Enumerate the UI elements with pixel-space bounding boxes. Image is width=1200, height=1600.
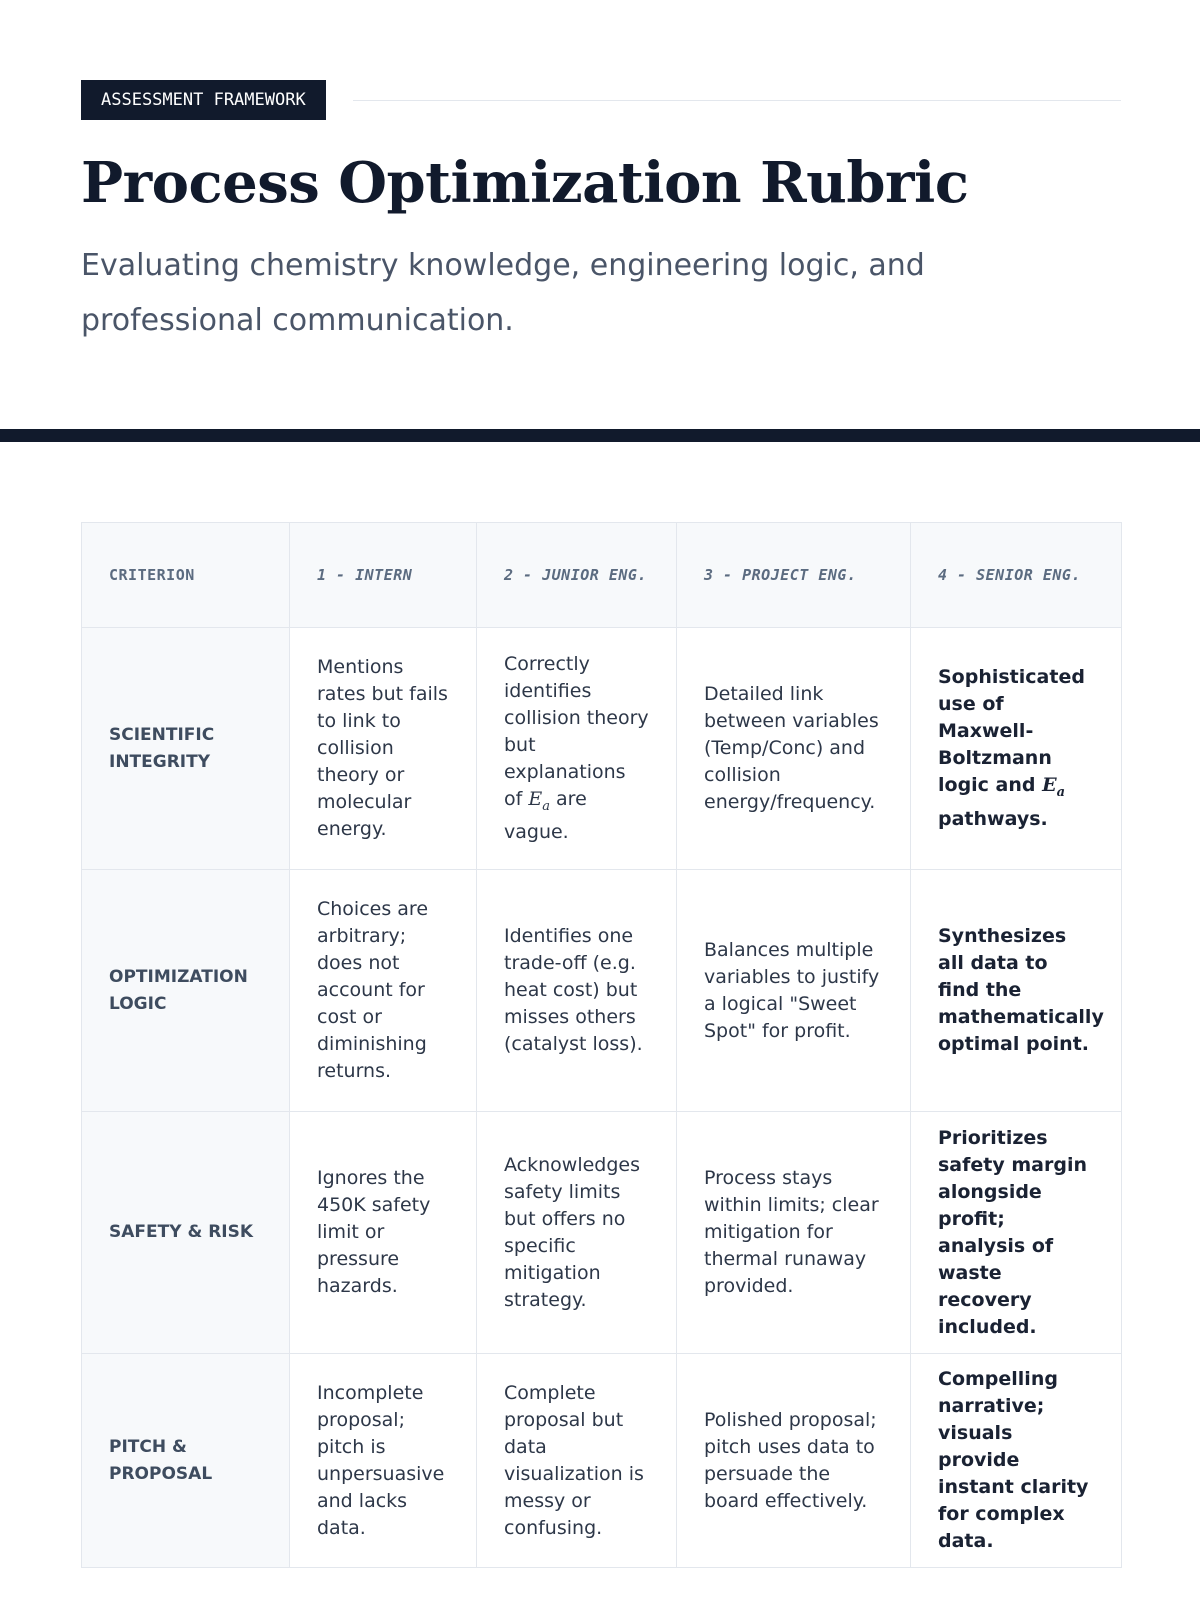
column-header-senior: 4 - SENIOR ENG. <box>911 523 1122 628</box>
junior-descriptor <box>477 628 677 870</box>
criterion-label: PITCH & PROPOSAL <box>82 1354 290 1568</box>
junior-descriptor: Acknowledges safety limits but offers no specific mitigation strategy. <box>477 1112 677 1354</box>
senior-descriptor: Synthesizes all data to find the mathematically optimal point. <box>911 870 1122 1112</box>
criterion-label: SCIENTIFIC INTEGRITY <box>82 628 290 870</box>
table-row-pitch-proposal <box>82 1354 1122 1568</box>
rubric-table <box>81 522 1122 1568</box>
junior-descriptor: Identifies one trade-off (e.g. heat cost) but misses others (catalyst loss). <box>477 870 677 1112</box>
intern-descriptor: Mentions rates but fails to link to collision theory or molecular energy. <box>290 628 477 870</box>
page-title: Process Optimization Rubric <box>81 150 969 216</box>
criterion-label: OPTIMIZATION LOGIC <box>82 870 290 1112</box>
eyebrow-label: ASSESSMENT FRAMEWORK <box>81 80 326 120</box>
intern-descriptor: Incomplete proposal; pitch is unpersuasive and lacks data. <box>290 1354 477 1568</box>
page-subtitle: Evaluating chemistry knowledge, engineering logic, and professional communication. <box>81 248 925 338</box>
page-header <box>81 80 1121 348</box>
senior-descriptor: Prioritizes safety margin alongside profit; analysis of waste recovery included. <box>911 1112 1122 1354</box>
project-descriptor: Detailed link between variables (Temp/Conc) and collision energy/frequency. <box>677 628 911 870</box>
project-descriptor: Process stays within limits; clear mitigation for thermal runaway provided. <box>677 1112 911 1354</box>
intern-descriptor: Ignores the 450K safety limit or pressure hazards. <box>290 1112 477 1354</box>
ea-symbol-subscript: a <box>1056 784 1066 800</box>
senior-descriptor-text: Sophisticated use of Maxwell-Boltzmann logic and <box>938 666 1085 797</box>
table-row-safety-risk <box>82 1112 1122 1354</box>
table-header-row <box>82 523 1122 628</box>
activation-energy-symbol <box>1042 774 1066 800</box>
senior-descriptor: Compelling narrative; visuals provide instant clarity for complex data. <box>911 1354 1122 1568</box>
column-header-project: 3 - PROJECT ENG. <box>677 523 911 628</box>
eyebrow-rule <box>353 100 1121 101</box>
column-header-criterion: CRITERION <box>82 523 290 628</box>
junior-descriptor-text: Correctly identifies collision theory but explanations of <box>504 652 649 810</box>
column-header-junior: 2 - JUNIOR ENG. <box>477 523 677 628</box>
intern-descriptor: Choices are arbitrary; does not account for cost or diminishing returns. <box>290 870 477 1112</box>
ea-symbol-letter: E <box>528 787 543 810</box>
senior-descriptor <box>911 628 1122 870</box>
table-row-optimization-logic <box>82 870 1122 1112</box>
ea-symbol-subscript: a <box>542 798 550 814</box>
eyebrow-row <box>81 80 1121 120</box>
junior-descriptor: Complete proposal but data visualization is messy or confusing. <box>477 1354 677 1568</box>
section-divider <box>0 429 1200 442</box>
criterion-label: SAFETY & RISK <box>82 1112 290 1354</box>
project-descriptor: Balances multiple variables to justify a logical "Sweet Spot" for profit. <box>677 870 911 1112</box>
ea-symbol-letter: E <box>1042 774 1057 797</box>
column-header-intern: 1 - INTERN <box>290 523 477 628</box>
table-row-scientific-integrity <box>82 628 1122 870</box>
project-descriptor: Polished proposal; pitch uses data to persuade the board effectively. <box>677 1354 911 1568</box>
activation-energy-symbol <box>528 787 550 814</box>
junior-descriptor-text-end: are vague. <box>504 787 587 844</box>
senior-descriptor-text-end: pathways. <box>938 807 1048 830</box>
